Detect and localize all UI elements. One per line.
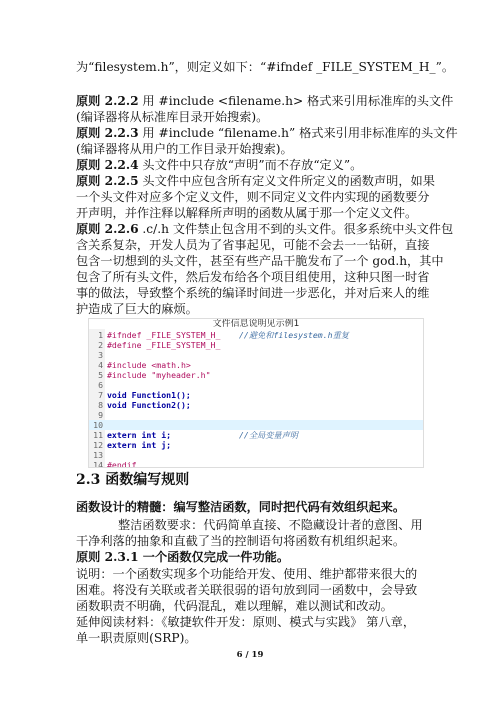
rule-text: 头文件中只存放“声明”而不存放“定义”。 [142, 158, 363, 172]
code-text: #include "myheader.h" [107, 370, 211, 380]
rule-text: 用 #include <filename.h> 格式来引用标准库的头文件 [142, 94, 454, 108]
line-number: 13 [93, 450, 103, 460]
code-line [89, 360, 423, 370]
rule-id: 原则 2.2.4 [76, 158, 139, 172]
rule-id: 原则 2.2.6 [76, 222, 139, 236]
rule-text: 头文件中应包含所有定义文件所定义的函数声明，如果 [142, 174, 435, 188]
rule-2-2-6 [76, 221, 453, 237]
section-heading: 2.3 函数编写规则 [76, 472, 190, 488]
rule-2-2-6-l6: 护造成了巨大的麻烦。 [76, 302, 198, 316]
rule-2-2-5-l2: 一个头文件对应多个定义文件，则不同定义文件内实现的函数要分 [76, 190, 430, 204]
rule-2-2-2 [76, 93, 453, 109]
body-p2b: 干净利落的抽象和直截了当的控制语句将函数有机组织起来。 [76, 534, 406, 548]
line-number: 1 [98, 330, 103, 340]
rule-2-2-3 [76, 125, 458, 141]
line-number: 11 [93, 430, 103, 440]
code-title: 文件信息说明见示例1 [212, 319, 300, 329]
line-number: 4 [98, 360, 103, 370]
code-text: extern int j; [107, 440, 172, 450]
code-line [89, 350, 423, 360]
rule-text: .c/.h 文件禁止包含用不到的头文件。很多系统中头文件包 [142, 222, 454, 236]
rule-id: 原则 2.2.3 [76, 126, 139, 140]
code-line [89, 430, 423, 440]
rule-2-2-6-l2: 含关系复杂，开发人员为了省事起见，可能不会去一一钻研，直接 [76, 238, 430, 252]
line-number: 6 [98, 380, 103, 390]
line-number: 7 [98, 390, 103, 400]
code-text: #ifndef _FILE_SYSTEM_H_ [107, 330, 221, 340]
body-e2: 困难。将没有关联或者关联很弱的语句放到同一函数中，会导致 [76, 583, 418, 597]
code-example [88, 318, 424, 468]
line-number: 14 [93, 460, 103, 468]
code-text: void Function2(); [107, 400, 191, 410]
line-number: 5 [98, 370, 103, 380]
line-number: 12 [93, 440, 103, 450]
rule-2-2-2-cont: (编译器将从标准库目录开始搜索)。 [76, 110, 269, 124]
rule-2-2-6-l5: 事的做法，导致整个系统的编译时间进一步恶化，并对后来人的维 [76, 286, 430, 300]
body-e3: 函数职责不明确，代码混乱，难以理解，难以测试和改动。 [76, 599, 393, 613]
rule-id: 原则 2.2.2 [76, 94, 139, 108]
code-text: void Function1(); [107, 390, 191, 400]
rule-text: 用 #include “filename.h” 格式来引用非标准库的头文件 [142, 126, 458, 140]
code-line [89, 450, 423, 460]
code-text: #endif [107, 460, 137, 468]
code-comment: //避免和filesystem.h重复 [239, 330, 349, 340]
rule-2-2-4 [76, 157, 362, 173]
code-line [89, 340, 423, 350]
line-number: 10 [93, 420, 103, 430]
body-p2a: 整洁函数要求：代码简单直接、不隐藏设计者的意图、用 [118, 518, 423, 532]
body-e4: 延伸阅读材料：《敏捷软件开发：原则、模式与实践》 第八章， [76, 615, 416, 629]
body-p1: 函数设计的精髓：编写整洁函数，同时把代码有效组织起来。 [76, 500, 406, 514]
code-text: #define _FILE_SYSTEM_H_ [107, 340, 221, 350]
code-comment: //全局变量声明 [239, 430, 298, 440]
code-text: extern int i; [107, 430, 172, 440]
rule-2-2-5 [76, 173, 435, 189]
body-e1: 说明：一个函数实现多个功能给开发、使用、维护都带来很大的 [76, 567, 418, 581]
code-line [89, 410, 423, 420]
code-line [89, 380, 423, 390]
code-line [89, 460, 423, 468]
code-line [89, 390, 423, 400]
rule-2-3-1: 原则 2.3.1 一个函数仅完成一件功能。 [76, 550, 290, 564]
intro-line: 为“filesystem.h”，则定义如下：“#ifndef _FILE_SYSTEM_H_”。 [76, 60, 455, 74]
line-number: 8 [98, 400, 103, 410]
rule-2-2-6-l4: 包含了所有头文件，然后发布给各个项目组使用，这种只图一时省 [76, 270, 430, 284]
rule-id: 原则 2.2.5 [76, 174, 139, 188]
rule-2-2-6-l3: 包含一切想到的头文件，甚至有些产品干脆发布了一个 god.h，其中 [76, 254, 444, 268]
rule-2-2-3-cont: (编译器将从用户的工作目录开始搜索)。 [76, 142, 293, 156]
page-number: 6 / 19 [236, 650, 264, 660]
code-line [89, 440, 423, 450]
body-e5: 单一职责原则(SRP)。 [76, 631, 197, 645]
line-number: 2 [98, 340, 103, 350]
code-line [89, 330, 423, 340]
code-text: #include <math.h> [107, 360, 191, 370]
line-number: 3 [98, 350, 103, 360]
code-line [89, 370, 423, 380]
line-number: 9 [98, 410, 103, 420]
code-line [89, 400, 423, 410]
code-line [89, 420, 423, 430]
rule-2-2-5-l3: 开声明，并作注释以解释所声明的函数从属于那一个定义文件。 [76, 206, 418, 220]
